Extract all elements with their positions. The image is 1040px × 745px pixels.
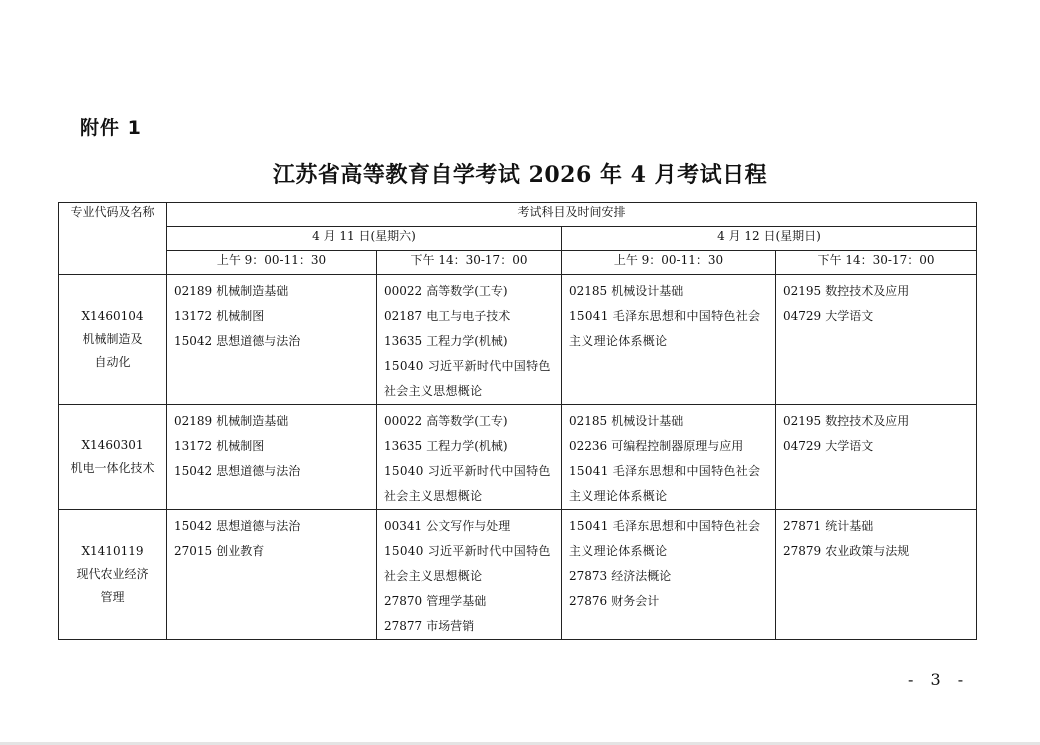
course-entry xyxy=(569,459,771,509)
page-number: - 3 - xyxy=(908,670,970,689)
schedule-column-header: 考试科目及时间安排 xyxy=(167,203,977,227)
attachment-label: 附件 1 xyxy=(80,117,142,139)
schedule-cell xyxy=(776,275,977,405)
course-name: 思想道德与法治 xyxy=(216,519,301,533)
course-name: 电工与电子技术 xyxy=(426,309,511,323)
course-code: 27873 xyxy=(569,569,608,583)
course-name: 财务会计 xyxy=(611,594,660,608)
table-row xyxy=(59,275,977,405)
course-name: 大学语文 xyxy=(825,309,874,323)
course-code: 27870 xyxy=(384,594,423,608)
date-header-day2: 4 月 12 日(星期日) xyxy=(562,227,977,251)
course-code: 02189 xyxy=(174,414,213,428)
course-entry xyxy=(174,514,372,539)
course-name: 创业教育 xyxy=(216,544,265,558)
course-name: 统计基础 xyxy=(825,519,874,533)
course-name: 可编程控制器原理与应用 xyxy=(611,439,744,453)
course-code: 04729 xyxy=(783,439,822,453)
schedule-cell xyxy=(562,405,776,510)
course-code: 15041 xyxy=(569,309,609,323)
major-name: 自动化 xyxy=(94,355,131,369)
course-code: 13172 xyxy=(174,309,213,323)
course-code: 00341 xyxy=(384,519,423,533)
course-name: 数控技术及应用 xyxy=(825,284,910,298)
schedule-cell xyxy=(167,275,377,405)
schedule-cell xyxy=(377,510,562,640)
course-name: 习近平新时代中国特色社会主义思想概论 xyxy=(384,464,551,503)
course-code: 02195 xyxy=(783,414,822,428)
course-name: 管理学基础 xyxy=(426,594,487,608)
course-code: 00022 xyxy=(384,414,423,428)
course-code: 27876 xyxy=(569,594,608,608)
course-code: 13635 xyxy=(384,334,423,348)
course-code: 13172 xyxy=(174,439,213,453)
schedule-cell xyxy=(776,405,977,510)
course-entry xyxy=(384,329,557,354)
course-code: 27871 xyxy=(783,519,822,533)
course-entry xyxy=(569,589,771,614)
course-entry xyxy=(569,304,771,354)
schedule-cell xyxy=(167,510,377,640)
major-name: 现代农业经济 xyxy=(76,567,149,581)
course-code: 15042 xyxy=(174,334,213,348)
course-name: 思想道德与法治 xyxy=(216,464,301,478)
course-entry xyxy=(384,589,557,614)
course-entry xyxy=(174,279,372,304)
schedule-cell xyxy=(167,405,377,510)
major-cell xyxy=(59,275,167,405)
course-code: 02195 xyxy=(783,284,822,298)
course-entry xyxy=(384,539,557,589)
course-entry xyxy=(384,279,557,304)
major-cell xyxy=(59,510,167,640)
course-name: 机械制图 xyxy=(216,309,265,323)
schedule-cell xyxy=(377,405,562,510)
course-entry xyxy=(174,409,372,434)
course-entry xyxy=(783,409,972,434)
course-name: 机械设计基础 xyxy=(611,284,684,298)
course-code: 00022 xyxy=(384,284,423,298)
course-entry xyxy=(174,539,372,564)
course-entry xyxy=(783,514,972,539)
major-cell xyxy=(59,405,167,510)
date-header-day1: 4 月 11 日(星期六) xyxy=(167,227,562,251)
course-code: 13635 xyxy=(384,439,423,453)
course-name: 高等数学(工专) xyxy=(426,284,508,298)
table-row xyxy=(59,405,977,510)
course-entry xyxy=(174,304,372,329)
course-name: 高等数学(工专) xyxy=(426,414,508,428)
table-row xyxy=(59,510,977,640)
course-entry xyxy=(384,409,557,434)
course-entry xyxy=(569,564,771,589)
course-name: 毛泽东思想和中国特色社会主义理论体系概论 xyxy=(569,519,761,558)
course-code: 27879 xyxy=(783,544,822,558)
major-name: 机械制造及 xyxy=(82,332,143,346)
course-name: 工程力学(机械) xyxy=(426,439,508,453)
course-name: 公文写作与处理 xyxy=(426,519,511,533)
course-name: 机械设计基础 xyxy=(611,414,684,428)
course-code: 04729 xyxy=(783,309,822,323)
schedule-cell xyxy=(776,510,977,640)
course-code: 15040 xyxy=(384,464,424,478)
course-entry xyxy=(569,279,771,304)
course-code: 02185 xyxy=(569,284,608,298)
course-entry xyxy=(569,434,771,459)
course-code: 27877 xyxy=(384,619,423,633)
session-header-day1-pm: 下午 14：30-17：00 xyxy=(377,251,562,275)
course-name: 习近平新时代中国特色社会主义思想概论 xyxy=(384,359,551,398)
course-entry xyxy=(384,434,557,459)
exam-schedule-table xyxy=(58,202,977,640)
course-entry xyxy=(384,459,557,509)
course-name: 机械制造基础 xyxy=(216,414,289,428)
course-code: 27015 xyxy=(174,544,213,558)
course-code: 02187 xyxy=(384,309,423,323)
course-name: 机械制造基础 xyxy=(216,284,289,298)
course-name: 思想道德与法治 xyxy=(216,334,301,348)
course-name: 毛泽东思想和中国特色社会主义理论体系概论 xyxy=(569,309,761,348)
course-entry xyxy=(384,304,557,329)
course-entry xyxy=(384,514,557,539)
major-code: X1460301 xyxy=(81,438,144,452)
course-name: 经济法概论 xyxy=(611,569,672,583)
course-entry xyxy=(174,329,372,354)
schedule-cell xyxy=(562,510,776,640)
schedule-cell xyxy=(562,275,776,405)
course-name: 工程力学(机械) xyxy=(426,334,508,348)
session-header-day2-pm: 下午 14：30-17：00 xyxy=(776,251,977,275)
course-entry xyxy=(174,459,372,484)
schedule-cell xyxy=(377,275,562,405)
document-title: 江苏省高等教育自学考试 2026 年 4 月考试日程 xyxy=(272,162,768,188)
course-name: 市场营销 xyxy=(426,619,475,633)
course-code: 02189 xyxy=(174,284,213,298)
course-name: 毛泽东思想和中国特色社会主义理论体系概论 xyxy=(569,464,761,503)
course-code: 15041 xyxy=(569,464,609,478)
course-code: 15042 xyxy=(174,464,213,478)
course-entry xyxy=(384,354,557,404)
course-code: 15040 xyxy=(384,544,424,558)
course-code: 15041 xyxy=(569,519,609,533)
major-name: 管理 xyxy=(100,590,125,604)
course-entry xyxy=(569,514,771,564)
course-code: 15040 xyxy=(384,359,424,373)
course-entry xyxy=(174,434,372,459)
course-name: 习近平新时代中国特色社会主义思想概论 xyxy=(384,544,551,583)
session-header-day2-am: 上午 9：00-11：30 xyxy=(562,251,776,275)
course-name: 大学语文 xyxy=(825,439,874,453)
course-code: 02185 xyxy=(569,414,608,428)
course-name: 机械制图 xyxy=(216,439,265,453)
course-entry xyxy=(783,279,972,304)
course-code: 15042 xyxy=(174,519,213,533)
session-header-day1-am: 上午 9：00-11：30 xyxy=(167,251,377,275)
course-entry xyxy=(569,409,771,434)
major-code: X1410119 xyxy=(81,544,144,558)
major-column-header: 专业代码及名称 xyxy=(59,203,167,275)
course-name: 农业政策与法规 xyxy=(825,544,910,558)
major-code: X1460104 xyxy=(81,309,144,323)
course-entry xyxy=(783,304,972,329)
major-name: 机电一体化技术 xyxy=(70,461,155,475)
course-code: 02236 xyxy=(569,439,608,453)
course-entry xyxy=(783,434,972,459)
course-entry xyxy=(783,539,972,564)
course-name: 数控技术及应用 xyxy=(825,414,910,428)
course-entry xyxy=(384,614,557,639)
